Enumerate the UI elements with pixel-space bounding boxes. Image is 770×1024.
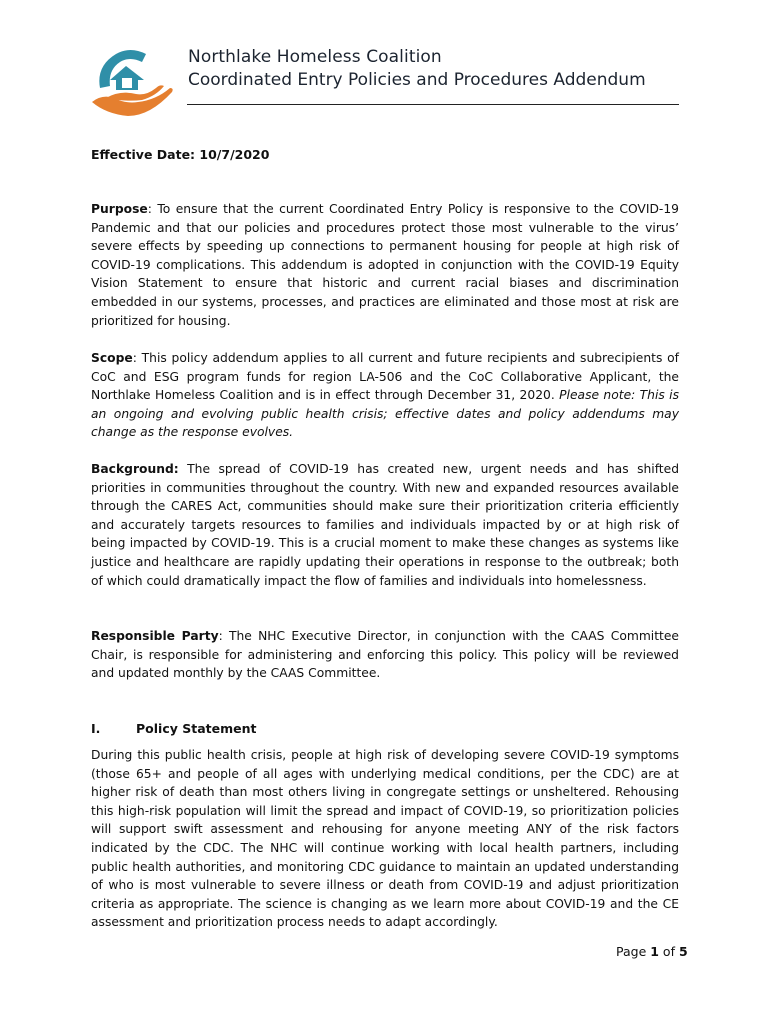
page-total: 5 bbox=[678, 944, 688, 959]
responsible-party-paragraph bbox=[91, 627, 679, 683]
purpose-text: : To ensure that the current Coordinated Entry Policy is responsive to the COVID-19 Pandemic and that our policies and procedures protect those most vulnerable to the virus’ severe effects by speeding up connections to permanent housing for people at high risk of COVID-19 complications. This addendum is adopted in conjunction with the COVID-19 Equity Vision Statement to ensure that historic and current racial biases and discrimination embedded in our systems, processes, and practices are eliminated and those most at risk are prioritized for housing. bbox=[91, 202, 679, 328]
organization-name: Northlake Homeless Coalition bbox=[188, 47, 442, 67]
logo-hand-shape bbox=[92, 88, 173, 116]
scope-label: Scope bbox=[91, 351, 133, 365]
coalition-logo bbox=[86, 44, 178, 124]
background-paragraph bbox=[91, 460, 679, 590]
policy-statement-paragraph: During this public health crisis, people at high risk of developing severe COVID-19 symptoms (those 65+ and people of all ages with underlying medical conditions, per the CDC) are at higher risk of death than most others living in congregate settings or unsheltered. Rehousing this high-risk population will limit the spread and impact of COVID-19, so prioritization policies will support swift assessment and rehousing for anyone meeting ANY of the risk factors indicated by the CDC. The NHC will continue working with local health partners, including public health authorities, and monitoring CDC guidance to maintain an updated understanding of who is most vulnerable to severe illness or death from COVID-19 and adjust prioritization criteria as appropriate. The science is changing as we learn more about COVID-19 and the CE assessment and prioritization process needs to adapt accordingly. bbox=[91, 748, 679, 930]
policy-statement-heading bbox=[91, 721, 256, 736]
scope-note: Please note: This is an ongoing and evolving public health crisis; effective dates and policy addendums may change as the response evolves. bbox=[91, 388, 679, 440]
purpose-paragraph bbox=[91, 200, 679, 330]
responsible-party-text: : The NHC Executive Director, in conjunction with the CAAS Committee Chair, is responsible for administering and enforcing this policy. This policy will be reviewed and updated monthly by the CAAS Committee. bbox=[91, 629, 679, 681]
effective-date: Effective Date: 10/7/2020 bbox=[91, 147, 270, 162]
page-label: Page bbox=[616, 944, 651, 959]
document-title: Coordinated Entry Policies and Procedures Addendum bbox=[188, 70, 646, 90]
purpose-label: Purpose bbox=[91, 202, 148, 216]
header-divider bbox=[187, 104, 679, 105]
scope-paragraph bbox=[91, 349, 679, 442]
page-number bbox=[616, 944, 688, 959]
page-current: 1 bbox=[650, 944, 659, 959]
background-text: The spread of COVID-19 has created new, urgent needs and has shifted priorities in communities throughout the country. With new and expanded resources available through the CARES Act, communities should make sure their prioritization criteria efficiently and accurately targets resources to families and individuals impacted by or at high risk of being impacted by COVID-19. This is a crucial moment to make these changes as systems like justice and healthcare are rapidly updating their operations in response to the outbreak; both of which could dramatically impact the flow of families and individuals into homelessness. bbox=[91, 462, 679, 588]
page-of: of bbox=[658, 944, 679, 959]
section-title: Policy Statement bbox=[136, 721, 257, 736]
responsible-party-label: Responsible Party bbox=[91, 629, 219, 643]
background-label: Background: bbox=[91, 462, 179, 476]
section-number: I. bbox=[91, 721, 101, 736]
scope-text: : This policy addendum applies to all current and future recipients and subrecipients of CoC and ESG program funds for region LA-506 and the CoC Collaborative Applicant, the Northlake Homeless Coalition and is in effect through December 31, 2020. bbox=[91, 351, 679, 403]
